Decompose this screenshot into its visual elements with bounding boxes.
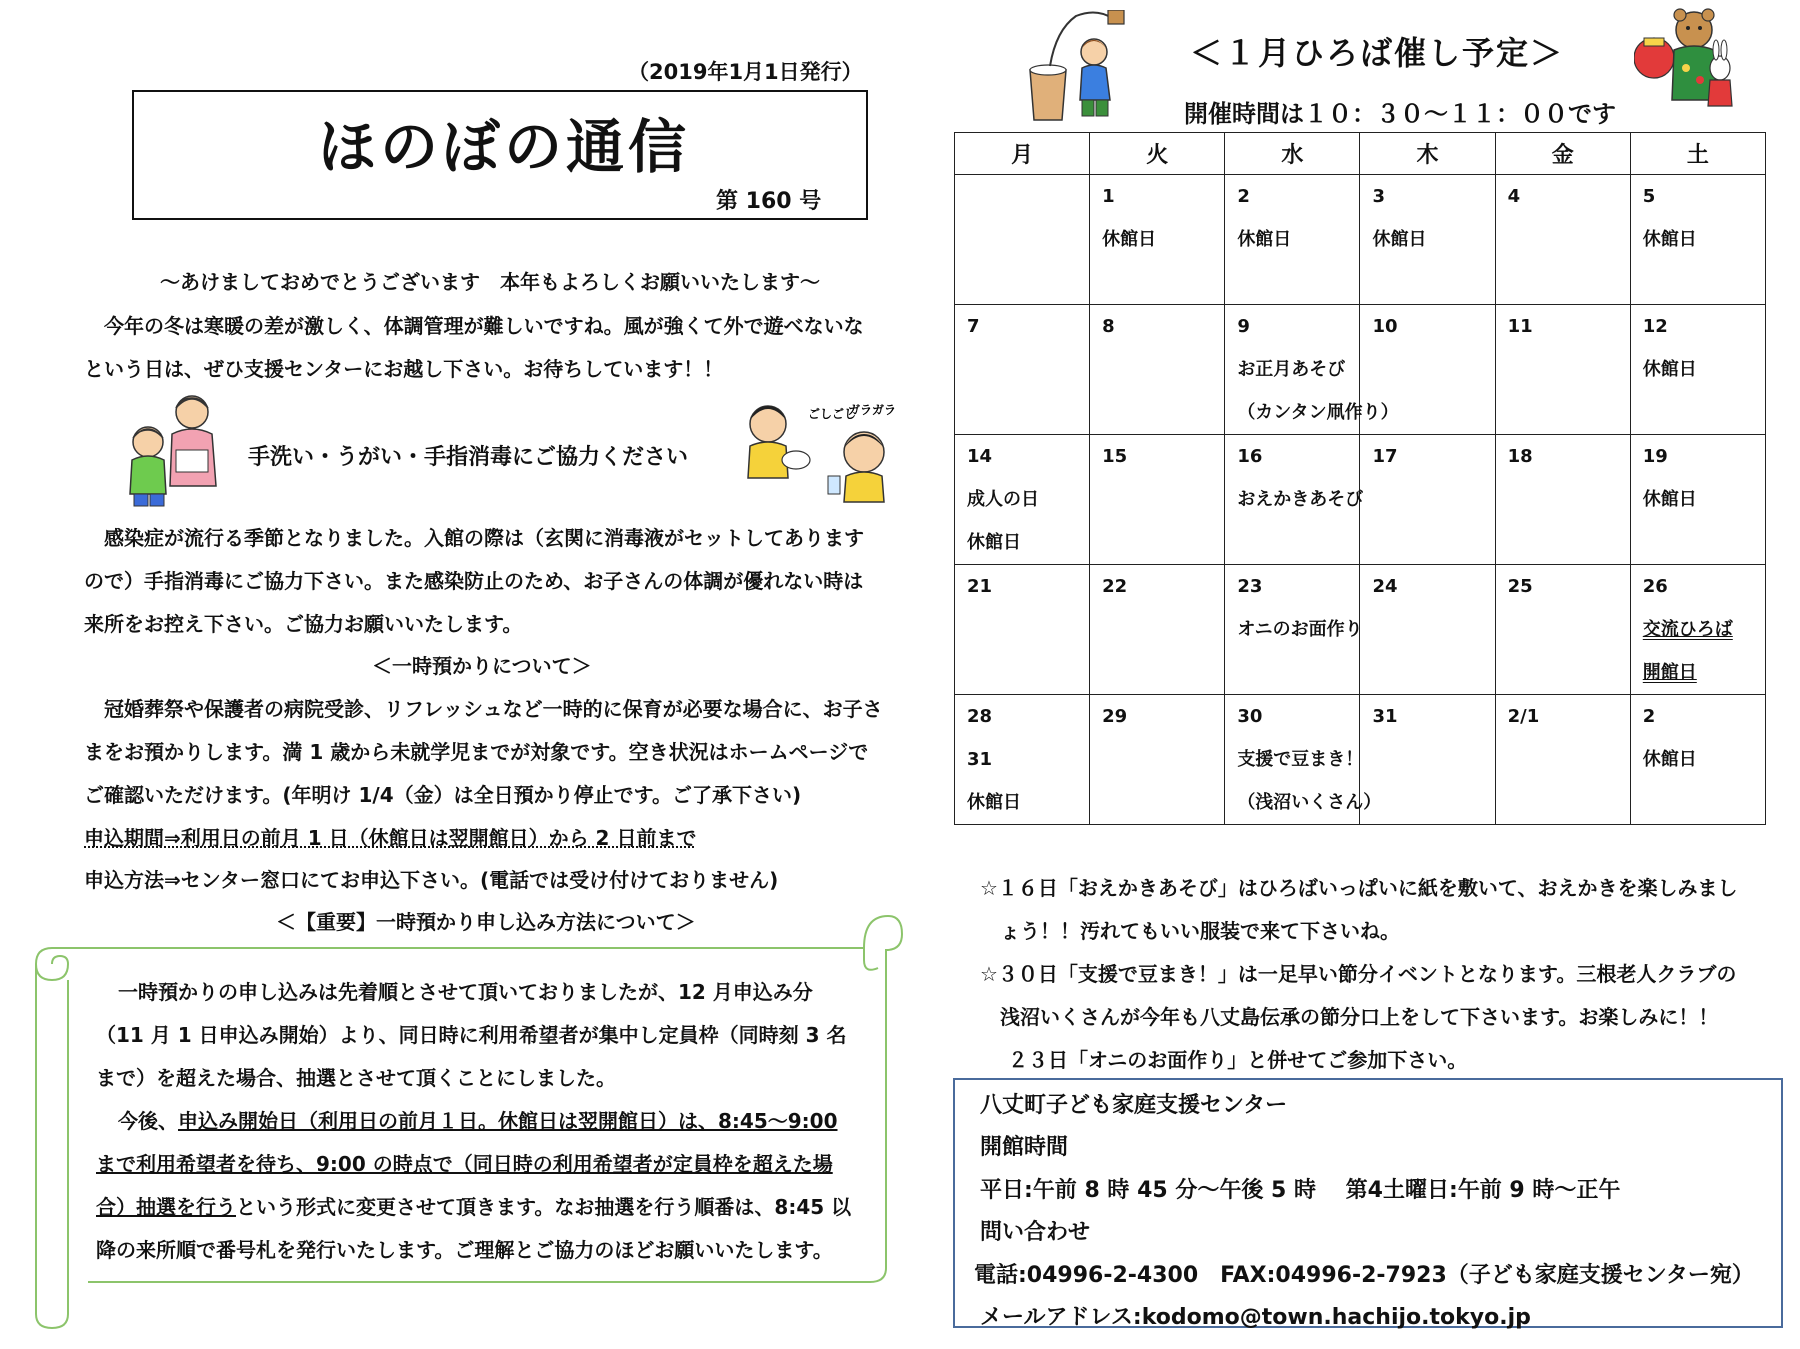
important-line-6-underlined: 合）抽選を行う — [96, 1195, 236, 1219]
calendar-date: 19 — [1642, 446, 1668, 467]
hygiene-line-2: ので）手指消毒にご協力下さい。また感染防止のため、お子さんの体調が優れない時は — [84, 569, 864, 593]
calendar-week-row — [955, 175, 1766, 305]
calendar-date: 5 — [1642, 186, 1656, 207]
calendar-event: 休館日 — [967, 532, 1021, 553]
calendar-event: 開館日 — [1642, 662, 1697, 683]
bear-rabbit-illustration — [1634, 6, 1734, 118]
calendar-event: 支援で豆まき！ — [1237, 749, 1364, 770]
calendar-event: おえかきあそび — [1237, 489, 1364, 510]
calendar-event — [1237, 651, 1347, 694]
calendar-event — [1372, 521, 1482, 564]
hygiene-line-3: 来所をお控え下さい。ご協力お願いいたします。 — [84, 612, 523, 636]
calendar-day-cell — [1495, 305, 1630, 435]
calendar-event — [1643, 521, 1753, 564]
note-line-4: 浅沼いくさんが今年も八丈島伝承の節分口上をして下さいます。お楽しみに！！ — [1000, 1005, 1719, 1029]
calendar-event — [967, 261, 1077, 304]
calendar-day-cell — [1360, 565, 1495, 695]
event-calendar — [954, 132, 1766, 825]
calendar-date: 29 — [1102, 706, 1128, 727]
calendar-event — [967, 391, 1077, 434]
calendar-event — [1102, 781, 1212, 824]
calendar-date — [967, 175, 1077, 218]
calendar-week-row — [955, 695, 1766, 825]
issue-date: （2019年1月1日発行） — [628, 60, 863, 84]
calendar-event — [1508, 738, 1618, 781]
important-line-1: 一時預かりの申し込みは先着順とさせて頂いておりましたが、12 月申込み分 — [118, 980, 813, 1004]
calendar-event — [1508, 781, 1618, 824]
calendar-header-row — [955, 133, 1766, 175]
important-line-4 — [118, 1109, 838, 1133]
application-period: 申込期間⇒利用日の前月 1 日（休館日は翌開館日）から 2 日前まで — [84, 826, 697, 850]
svg-text:ガラガラ: ガラガラ — [848, 403, 897, 417]
calendar-week-row — [955, 565, 1766, 695]
calendar-day-cell — [1225, 565, 1363, 695]
temp-care-line-3: ご確認いただけます。(年明け 1/4（金）は全日預かり停止です。ご了承下さい) — [84, 783, 802, 807]
calendar-event — [1508, 391, 1618, 434]
mochi-pounding-illustration — [1016, 10, 1128, 124]
calendar-event — [1372, 348, 1482, 391]
weekday-mon: 月 — [955, 133, 1090, 175]
calendar-event — [1508, 608, 1618, 651]
calendar-event: 休館日 — [1642, 749, 1697, 770]
note-line-1: ☆１６日「おえかきあそび」はひろばいっぱいに紙を敷いて、おえかきを楽しみまし — [980, 876, 1738, 900]
svg-text:ごしごし: ごしごし — [808, 407, 857, 421]
calendar-day-cell — [1495, 695, 1630, 825]
calendar-event: 休館日 — [1237, 229, 1292, 250]
temp-care-line-1: 冠婚葬祭や保護者の病院受診、リフレッシュなど一時的に保育が必要な場合に、お子さ — [104, 697, 883, 721]
calendar-event: 休館日 — [1372, 229, 1427, 250]
calendar-event — [1102, 738, 1212, 781]
calendar-date: 24 — [1372, 576, 1398, 597]
calendar-event: 休館日 — [1102, 229, 1157, 250]
important-line-2: （11 月 1 日申込み開始）より、同日時に利用希望者が集中し定員枠（同時刻 3 名 — [96, 1023, 847, 1047]
calendar-date: 15 — [1102, 446, 1128, 467]
calendar-event — [1508, 651, 1618, 694]
calendar-day-cell — [1225, 435, 1364, 565]
calendar-day-cell — [1090, 565, 1225, 695]
calendar-event — [1508, 478, 1618, 521]
important-line-3: まで）を超えた場合、抽選とさせて頂くことにしました。 — [96, 1066, 616, 1090]
calendar-event — [1372, 651, 1482, 694]
events-time: 開催時間は１０：３０～１１：００です — [1184, 100, 1616, 128]
calendar-event: 休館日 — [1642, 359, 1697, 380]
calendar-date: 10 — [1372, 316, 1398, 337]
hand-washing-illustration — [118, 390, 230, 510]
calendar-day-cell — [1630, 175, 1765, 305]
calendar-event — [1643, 781, 1753, 824]
calendar-date: 28 — [967, 706, 993, 727]
calendar-day-cell — [1090, 305, 1225, 435]
calendar-event — [1508, 521, 1618, 564]
temp-care-heading: ＜一時預かりについて＞ — [372, 654, 592, 678]
calendar-date: 16 — [1237, 446, 1263, 467]
events-title: ＜１月ひろば催し予定＞ — [1190, 34, 1565, 72]
important-line-7: 降の来所順で番号札を発行いたします。ご理解とご協力のほどお願いいたします。 — [96, 1238, 833, 1262]
calendar-event — [1102, 348, 1212, 391]
calendar-event — [1372, 738, 1482, 781]
calendar-event — [1508, 218, 1618, 261]
calendar-date: 17 — [1372, 446, 1398, 467]
calendar-day-cell — [1495, 565, 1630, 695]
calendar-day-cell — [1360, 175, 1495, 305]
calendar-event — [1508, 348, 1618, 391]
calendar-date: 1 — [1102, 186, 1115, 207]
calendar-date: 12 — [1642, 316, 1668, 337]
calendar-event: （浅沼いくさん） — [1237, 792, 1382, 813]
calendar-event — [1237, 261, 1347, 304]
issue-number: 第 160 号 — [716, 189, 822, 214]
calendar-date: 31 — [1372, 706, 1398, 727]
calendar-date: 4 — [1507, 186, 1521, 207]
calendar-week-row — [955, 435, 1766, 565]
calendar-event — [1372, 781, 1482, 824]
calendar-date: 22 — [1102, 576, 1128, 597]
phone-fax: 電話:04996-2-4300 FAX:04996-2-7923（子ども家庭支援センター宛） — [974, 1263, 1754, 1288]
weekday-thu: 木 — [1360, 133, 1495, 175]
important-line-6-rest: という形式に変更させて頂きます。なお抽選を行う順番は、8:45 以 — [236, 1195, 852, 1219]
calendar-day-cell — [1225, 175, 1360, 305]
weekday-wed: 水 — [1225, 133, 1360, 175]
calendar-event — [967, 608, 1077, 651]
intro-line-2: という日は、ぜひ支援センターにお越し下さい。お待ちしています！！ — [84, 357, 724, 381]
note-line-5: ２３日「オニのお面作り」と併せてご参加下さい。 — [1008, 1048, 1468, 1072]
weekday-fri: 金 — [1495, 133, 1630, 175]
calendar-event — [967, 651, 1077, 694]
hours-label: 開館時間 — [980, 1135, 1069, 1160]
application-method: 申込方法⇒センター窓口にてお申込下さい。(電話では受け付けておりません) — [84, 868, 779, 892]
hygiene-line-1: 感染症が流行る季節となりました。入館の際は（玄関に消毒液がセットしてあります — [104, 526, 864, 550]
calendar-day-cell — [1495, 175, 1630, 305]
calendar-date: 23 — [1237, 576, 1263, 597]
calendar-date: 18 — [1507, 446, 1533, 467]
calendar-day-cell — [1090, 435, 1225, 565]
calendar-event — [1102, 261, 1212, 304]
intro-line-1: 今年の冬は寒暖の差が激しく、体調管理が難しいですね。風が強くて外で遊べないな — [104, 314, 864, 338]
calendar-day-cell — [955, 175, 1090, 305]
calendar-date: 2 — [1642, 706, 1656, 727]
calendar-event: お正月あそび — [1237, 359, 1346, 380]
calendar-date: 9 — [1237, 316, 1250, 337]
calendar-day-cell — [955, 695, 1090, 825]
calendar-event: オニのお面作り — [1237, 619, 1363, 640]
opening-hours: 平日:午前 8 時 45 分～午後 5 時 第4土曜日:午前 9 時～正午 — [980, 1178, 1621, 1203]
calendar-date: 11 — [1507, 316, 1533, 337]
temp-care-line-2: まをお預かりします。満 1 歳から未就学児までが対象です。空き状況はホームページで — [84, 740, 869, 764]
calendar-date: 14 — [967, 446, 993, 467]
calendar-day-cell — [1360, 435, 1495, 565]
calendar-event: 休館日 — [1642, 489, 1697, 510]
calendar-event — [1102, 651, 1212, 694]
calendar-event — [1372, 478, 1482, 521]
calendar-date: 2 — [1237, 186, 1250, 207]
calendar-event — [1508, 261, 1618, 304]
important-line-6 — [96, 1195, 851, 1219]
calendar-event: 休館日 — [1642, 229, 1697, 250]
newsletter-title: ほのぼの通信 — [318, 113, 691, 181]
calendar-day-cell — [1630, 565, 1765, 695]
calendar-day-cell — [1630, 435, 1765, 565]
calendar-date: 30 — [1237, 706, 1263, 727]
email-address: メールアドレス:kodomo@town.hachijo.tokyo.jp — [980, 1305, 1531, 1330]
calendar-event — [1372, 261, 1482, 304]
note-line-3: ☆３０日「支援で豆まき！」は一足早い節分イベントとなります。三根老人クラブの — [980, 962, 1737, 986]
calendar-event — [1102, 478, 1212, 521]
calendar-event — [1643, 391, 1753, 434]
calendar-event: 成人の日 — [967, 489, 1039, 510]
important-line-4-underlined: 申込み開始日（利用日の前月１日。休館日は翌開館日）は、8:45～9:00 — [178, 1109, 838, 1133]
new-year-greeting: ～あけましておめでとうございます 本年もよろしくお願いいたします～ — [160, 270, 820, 294]
calendar-date: 2/1 — [1507, 706, 1540, 727]
contact-label: 問い合わせ — [980, 1220, 1091, 1245]
calendar-event — [1372, 608, 1482, 651]
calendar-event — [1102, 521, 1212, 564]
important-line-4-lead: 今後、 — [118, 1109, 178, 1133]
note-line-2: ょう！！汚れてもいい服装で来て下さいね。 — [1000, 919, 1400, 943]
calendar-day-cell — [1630, 695, 1765, 825]
weekday-sat: 土 — [1630, 133, 1765, 175]
calendar-body — [955, 175, 1766, 825]
calendar-week-row — [955, 305, 1766, 435]
calendar-day-cell — [955, 305, 1090, 435]
gargling-illustration — [736, 394, 906, 504]
calendar-event — [1237, 521, 1347, 564]
calendar-date: 3 — [1372, 186, 1385, 207]
hygiene-heading: 手洗い・うがい・手指消毒にご協力ください — [248, 445, 689, 470]
calendar-day-cell — [1495, 435, 1630, 565]
center-name: 八丈町子ども家庭支援センター — [980, 1093, 1288, 1118]
calendar-event: 休館日 — [967, 792, 1021, 813]
calendar-date: 26 — [1642, 576, 1668, 597]
calendar-day-cell — [955, 565, 1090, 695]
important-line-5: まで利用希望者を待ち、9:00 の時点で（同日時の利用希望者が定員枠を超えた場 — [96, 1152, 833, 1176]
important-heading: ＜【重要】一時預かり申し込み方法について＞ — [276, 910, 696, 934]
calendar-event — [967, 348, 1077, 391]
calendar-day-cell — [1090, 175, 1225, 305]
calendar-event: 交流ひろば — [1642, 619, 1733, 640]
calendar-event: （カンタン凧作り） — [1237, 402, 1399, 423]
calendar-date: 21 — [967, 576, 993, 597]
calendar-date: 7 — [967, 316, 980, 337]
calendar-day-cell — [1225, 695, 1382, 825]
calendar-day-cell — [1630, 305, 1765, 435]
calendar-day-cell — [955, 435, 1090, 565]
calendar-date: 8 — [1102, 316, 1115, 337]
calendar-event — [1643, 261, 1753, 304]
weekday-tue: 火 — [1090, 133, 1225, 175]
calendar-event — [1102, 391, 1212, 434]
calendar-date: 25 — [1507, 576, 1533, 597]
calendar-day-cell — [1090, 695, 1225, 825]
calendar-event — [967, 218, 1077, 261]
calendar-event — [1102, 608, 1212, 651]
calendar-event: 31 — [967, 749, 993, 770]
